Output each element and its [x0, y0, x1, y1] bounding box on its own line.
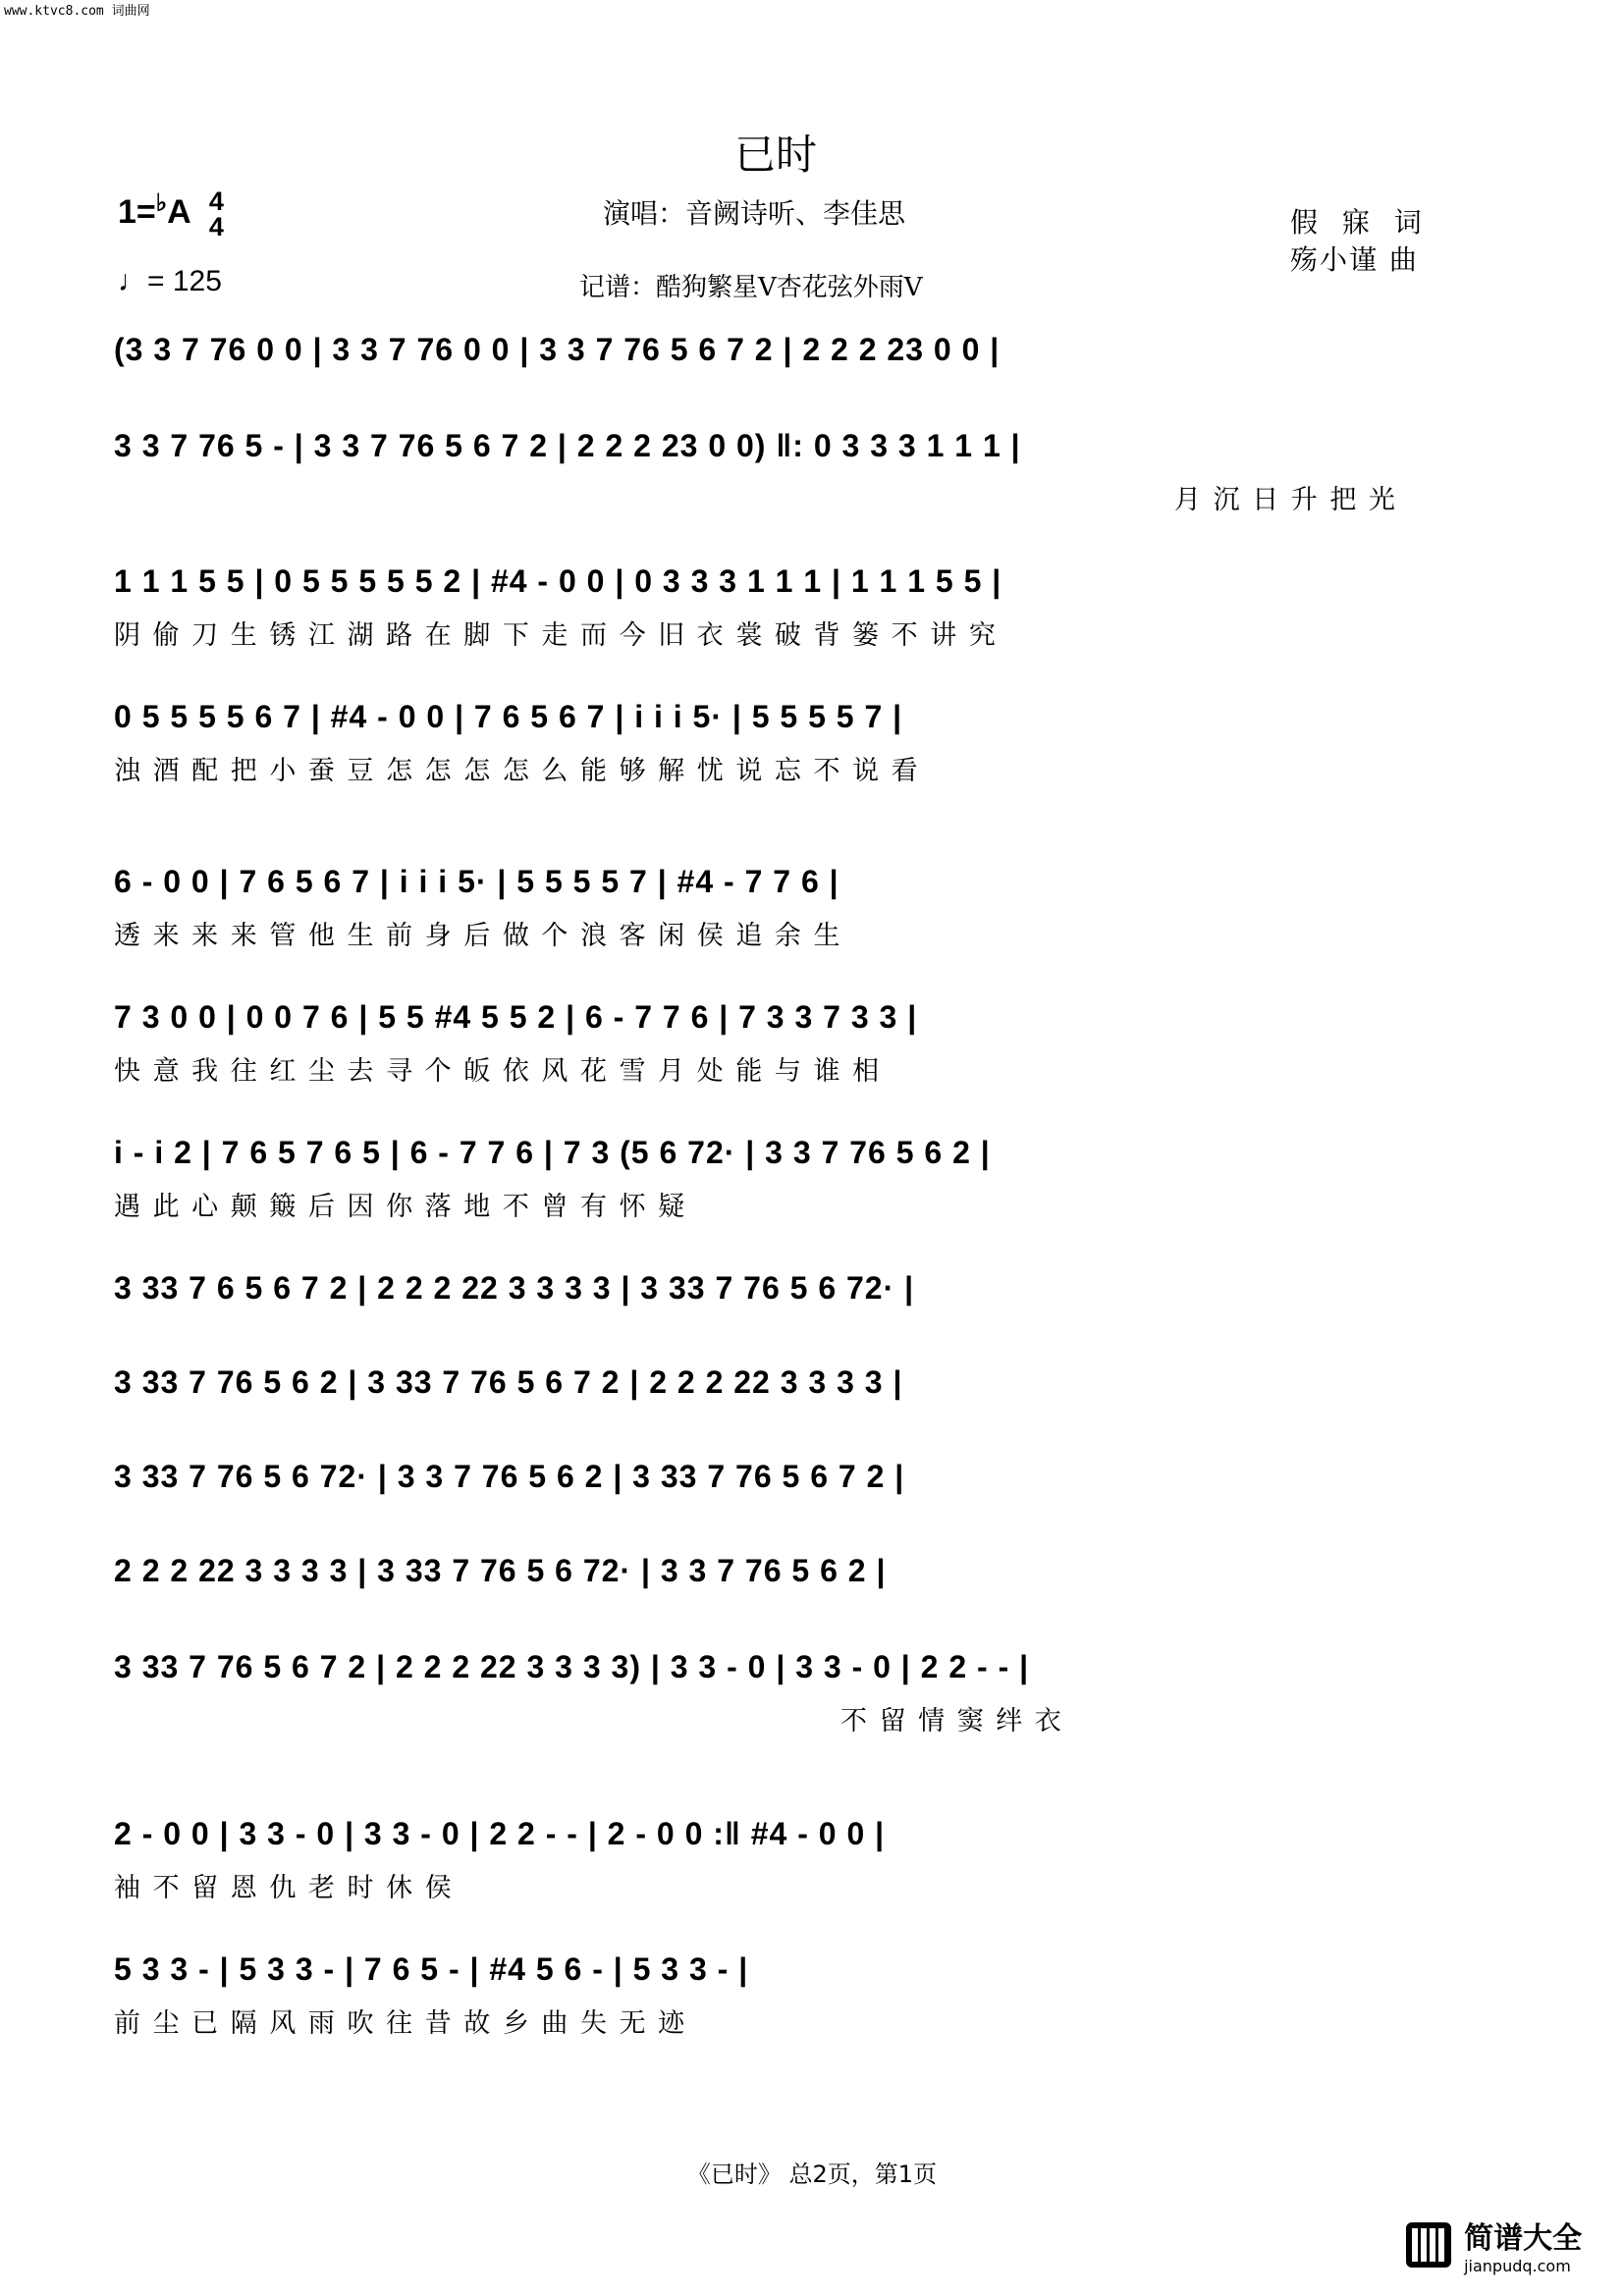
notation-line: 7 3 0 0 | 0 0 7 6 | 5 5 #4 5 5 2 | 6 - 7 7 6 | 7 3 3 7 3 3 | [114, 999, 918, 1035]
notation-line: 3 3 7 76 5 - | 3 3 7 76 5 6 7 2 | 2 2 2 23 0 0) ‖: 0 3 3 3 1 1 1 | [114, 428, 1021, 463]
notation-line: 3 33 7 76 5 6 7 2 | 2 2 2 22 3 3 3 3) | 3 3 - 0 | 3 3 - 0 | 2 2 - - | [114, 1649, 1030, 1684]
flat-sign: ♭ [155, 189, 168, 217]
lyric-line: 浊 酒 配 把 小 蚕 豆 怎 怎 怎 怎 么 能 够 解 忧 说 忘 不 说 看 [114, 756, 920, 786]
notation-line: 3 33 7 6 5 6 7 2 | 2 2 2 22 3 3 3 3 | 3 33 7 76 5 6 72· | [114, 1270, 915, 1306]
staff-4 [114, 699, 1435, 787]
lyric-line: 前 尘 已 隔 风 雨 吹 往 昔 故 乡 曲 失 无 迹 [114, 2008, 687, 2039]
lyric-line: 月 沉 日 升 把 光 [1174, 485, 1397, 515]
staff-3 [114, 563, 1435, 652]
lyric-line: 透 来 来 来 管 他 生 前 身 后 做 个 浪 客 闲 侯 追 余 生 [114, 921, 842, 951]
lyric-line: 袖 不 留 恩 仇 老 时 休 侯 [114, 1873, 454, 1903]
tempo [118, 265, 222, 298]
staff-6 [114, 999, 1435, 1088]
logo-text: 简谱大全 [1464, 2221, 1583, 2256]
staff-9 [114, 1364, 1435, 1401]
notation-line: 2 2 2 22 3 3 3 3 | 3 33 7 76 5 6 72· | 3 3 7 76 5 6 2 | [114, 1553, 887, 1588]
site-tag: www.ktvc8.com 词曲网 [4, 4, 150, 19]
tempo-value: = 125 [147, 265, 222, 297]
staff-1 [114, 332, 1435, 382]
quarter-note-icon: ♩ [118, 265, 147, 297]
staff-5 [114, 864, 1435, 952]
site-logo [1404, 2214, 1582, 2275]
time-bottom: 4 [208, 212, 224, 241]
page-footer: 《已时》 总2页，第1页 [686, 2161, 938, 2188]
logo-url: jianpudq.com [1464, 2257, 1571, 2275]
staff-2 [114, 428, 1435, 516]
staff-7 [114, 1135, 1435, 1223]
time-signature [209, 188, 224, 240]
lyric-line: 遇 此 心 颠 簸 后 因 你 落 地 不 曾 有 怀 疑 [114, 1192, 687, 1222]
lyric-line: 阴 偷 刀 生 锈 江 湖 路 在 脚 下 走 而 今 旧 衣 裳 破 背 篓 不 讲 究 [114, 620, 998, 651]
key-signature [118, 188, 224, 240]
staff-13 [114, 1816, 1435, 1904]
key-prefix: 1= [118, 192, 156, 231]
notation-line: 2 - 0 0 | 3 3 - 0 | 3 3 - 0 | 2 2 - - | 2 - 0 0 :‖ #4 - 0 0 | [114, 1816, 886, 1851]
transcriber-credit: 记谱：酷狗繁星V杏花弦外雨V [579, 273, 923, 302]
notation-line: 5 3 3 - | 5 3 3 - | 7 6 5 - | #4 5 6 - | 5 3 3 - | [114, 1951, 749, 1987]
staff-14 [114, 1951, 1435, 2040]
notation-line: 6 - 0 0 | 7 6 5 6 7 | i i i 5· | 5 5 5 5 7 | #4 - 7 7 6 | [114, 864, 839, 899]
staff-8 [114, 1270, 1435, 1307]
song-title: 已时 [733, 131, 817, 179]
singer-credit: 演唱：音阙诗听、李佳思 [603, 197, 906, 230]
notation-line: (3 3 7 76 0 0 | 3 3 7 76 0 0 | 3 3 7 76 5 6 7 2 | 2 2 2 23 0 0 | [114, 332, 1001, 367]
notation-line: 3 33 7 76 5 6 2 | 3 33 7 76 5 6 7 2 | 2 2 2 22 3 3 3 3 | [114, 1364, 903, 1400]
piano-keys-icon [1404, 2220, 1453, 2269]
lyric-line: 不 留 情 窦 绊 衣 [840, 1706, 1063, 1736]
composer-credit: 殇小谨 曲 [1290, 243, 1419, 276]
key-letter: A [167, 192, 190, 231]
notation-line: i - i 2 | 7 6 5 7 6 5 | 6 - 7 7 6 | 7 3 (5 6 72· | 3 3 7 76 5 6 2 | [114, 1135, 991, 1170]
staff-12 [114, 1649, 1435, 1737]
lyric-line: 快 意 我 往 红 尘 去 寻 个 皈 依 风 花 雪 月 处 能 与 谁 相 [114, 1056, 882, 1087]
notation-line: 1 1 1 5 5 | 0 5 5 5 5 5 2 | #4 - 0 0 | 0 3 3 3 1 1 1 | 1 1 1 5 5 | [114, 563, 1002, 599]
lyricist-credit: 假 寐 词 [1290, 206, 1430, 239]
time-top: 4 [208, 187, 224, 216]
notation-line: 0 5 5 5 5 6 7 | #4 - 0 0 | 7 6 5 6 7 | i i i 5· | 5 5 5 5 7 | [114, 699, 903, 734]
staff-10 [114, 1459, 1435, 1495]
staff-11 [114, 1553, 1435, 1589]
notation-line: 3 33 7 76 5 6 72· | 3 3 7 76 5 6 2 | 3 33 7 76 5 6 7 2 | [114, 1459, 905, 1494]
